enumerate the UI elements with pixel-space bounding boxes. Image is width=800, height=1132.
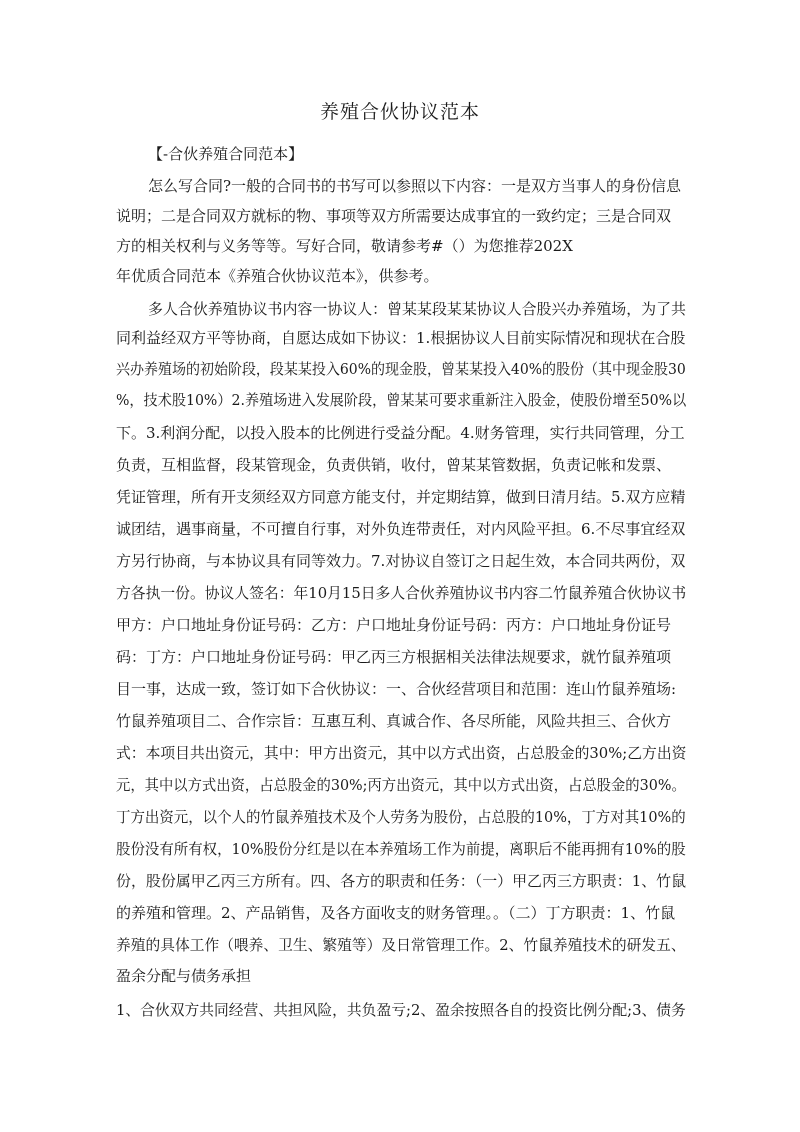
text-line: 怎么写合同?一般的合同书的书写可以参照以下内容：一是双方当事人的身份信息: [148, 177, 682, 195]
text-line: 方另行协商，与本协议具有同等效力。7.对协议自签订之日起生效，本合同共两份，双: [116, 552, 686, 570]
document-subtitle: 【-合伙养殖合同范本】: [148, 145, 304, 163]
text-line: 诚团结，遇事商量，不可擅自行事，对外负连带责任，对内风险平担。6.不尽事宜经双: [116, 520, 686, 538]
text-line: 下。3.利润分配，以投入股本的比例进行受益分配。4.财务管理，实行共同管理，分工: [116, 424, 685, 442]
text-line: 多人合伙养殖协议书内容一协议人：曾某某段某某协议人合股兴办养殖场，为了共: [148, 300, 687, 318]
document-title: 养殖合伙协议范本: [319, 101, 480, 123]
text-line: 份，股份属甲乙丙三方所有。四、各方的职责和任务：（一）甲乙丙三方职责：1、竹鼠: [116, 872, 687, 890]
text-line: 说明；二是合同双方就标的物、事项等双方所需要达成事宜的一致约定；三是合同双: [116, 207, 672, 225]
text-line: 方的相关权利与义务等等。写好合同，敬请参考#（）为您推荐202X: [116, 237, 573, 255]
text-line: 盈余分配与债务承担: [116, 967, 252, 985]
text-line: 码：丁方：户口地址身份证号码：甲乙丙三方根据相关法律法规要求，就竹鼠养殖项: [116, 648, 672, 666]
text-line: 1、合伙双方共同经营、共担风险，共负盈亏;2、盈余按照各自的投资比例分配;3、债务: [116, 1001, 686, 1019]
text-line: 目一事，达成一致，签订如下合伙协议：一、合伙经营项目和范围：连山竹鼠养殖场:: [116, 680, 677, 698]
text-line: 同利益经双方平等协商，自愿达成如下协议：1.根据协议人目前实际情况和现状在合股: [116, 329, 686, 347]
text-line: 凭证管理，所有开支须经双方同意方能支付，并定期结算，做到日清月结。5.双方应精: [116, 488, 686, 506]
text-line: 兴办养殖场的初始阶段，段某某投入60%的现金股，曾某某投入40%的股份（其中现金股30: [116, 360, 686, 378]
text-line: 式：本项目共出资元，其中：甲方出资元，其中以方式出资，占总股金的30%;乙方出资: [116, 744, 687, 762]
text-line: 的养殖和管理。2、产品销售，及各方面收支的财务管理。。（二）丁方职责：1、竹鼠: [116, 904, 676, 922]
text-line: 年优质合同范本《养殖合伙协议范本》，供参考。: [116, 267, 439, 285]
text-line: %，技术股10%）2.养殖场进入发展阶段，曾某某可要求重新注入股金，使股份增至50%以: [116, 391, 687, 409]
text-line: 丁方出资元，以个人的竹鼠养殖技术及个人劳务为股份，占总股的10%，丁方对其10%的: [116, 808, 686, 826]
text-line: 竹鼠养殖项目二、合作宗旨：互惠互利、真诚合作、各尽所能，风险共担三、合伙方: [116, 712, 672, 730]
text-line: 甲方：户口地址身份证号码：乙方：户口地址身份证号码：丙方：户口地址身份证号: [116, 616, 672, 634]
text-line: 元，其中以方式出资，占总股金的30%;丙方出资元，其中以方式出资，占总股金的30%。: [116, 776, 686, 794]
text-line: 方各执一份。协议人签名：年10月15日多人合伙养殖协议书内容二竹鼠养殖合伙协议书: [116, 584, 687, 602]
text-line: 股份没有所有权，10%股份分红是以在本养殖场工作为前提，离职后不能再拥有10%的股: [116, 840, 686, 858]
text-line: 负责，互相监督，段某管现金，负责供销，收付，曾某某管数据，负责记帐和发票、: [116, 456, 672, 474]
text-line: 养殖的具体工作（喂养、卫生、繁殖等）及日常管理工作。2、竹鼠养殖技术的研发五、: [116, 936, 686, 954]
